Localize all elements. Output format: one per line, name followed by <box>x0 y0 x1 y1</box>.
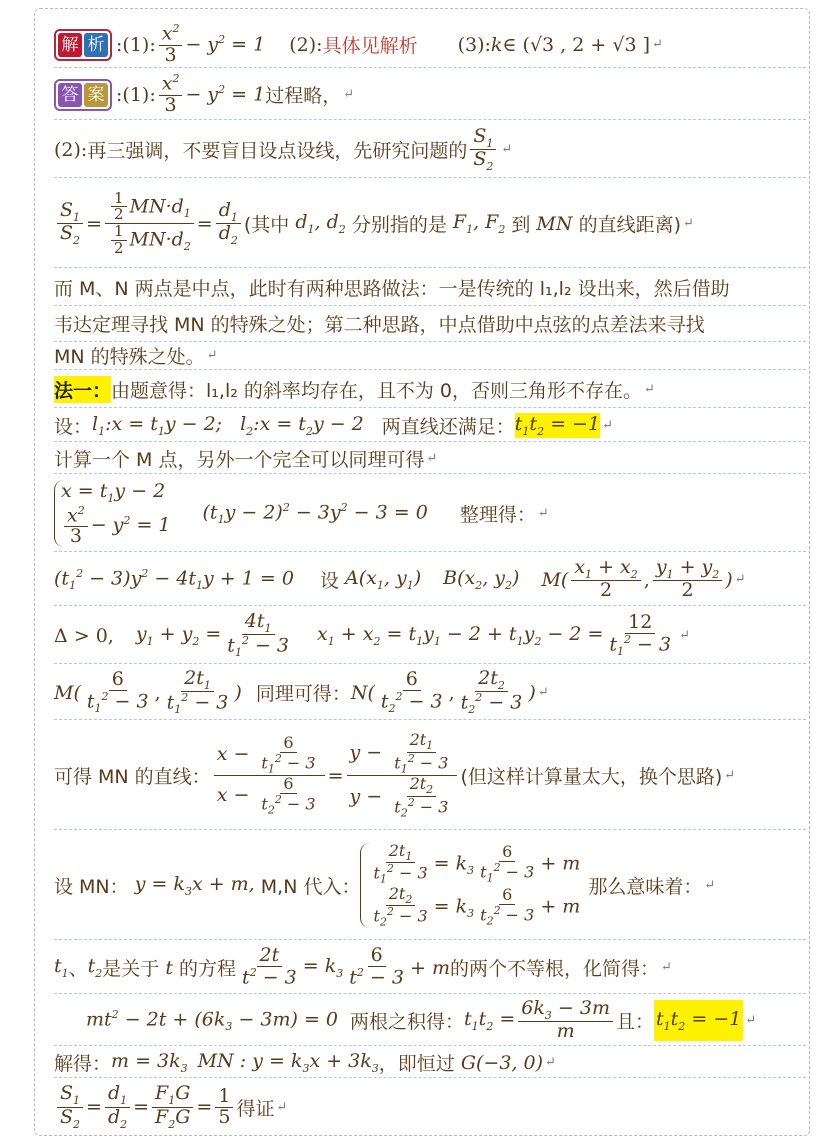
analysis-badge: 解 析 <box>54 29 112 61</box>
method-1-label: 法一： <box>54 376 111 403</box>
line-9: 设： $l_1:x = t_1y - 2$; $l_2:x = t_2y - 2$ 两直线还满足： $t_1t_2 = -1$ ↵ <box>54 410 806 442</box>
answer-badge: 答 案 <box>54 79 112 111</box>
product-highlight-2: $t_1t_2 = -1$ <box>654 1000 743 1041</box>
line-17: $t_1$ 、 $t_2$ 是关于 t 的方程 $\frac{2t}{t^2 - 3}$ = $k_3$ $\frac{6}{t^2 - 3}$ + m 的两个不等根，化简得： ↵ <box>54 942 806 994</box>
part2-analysis: 具体见解析 <box>322 35 418 57</box>
line-15: 可得 MN 的直线： x − $\frac{6}{t_1^2 - 3}$ x − $\frac{6}{t_2^2 - 3}$ = y − $\frac{2t_1}{t_1^2 - 3}$ y − $\frac{2t_2}{t_2^2 - 3}$ (但这样计算量太大，换个思路) ↵ <box>54 722 806 830</box>
line-12: $(t_1^2 - 3)y^2 - 4t_1y + 1 = 0$ 设 $A(x_1$, $y_1$) $B(x_2$, $y_2$) M( $\frac{x_1 + x_2}{2}$ , $\frac{y_1 + y_2}{2}$ ) ↵ <box>54 554 806 606</box>
line-20: $\frac{S_1}{S_2}$ = $\frac{d_1}{d_2}$ = $\frac{F_1G}{F_2G}$ = $\frac{1}{5}$ 得证 ↵ <box>54 1080 806 1134</box>
method-1-line: 法一： 由题意得：l₁,l₂ 的斜率均存在，且不为 0，否则三角形不存在。 ↵ <box>54 372 806 408</box>
line-4: $\frac{S_1}{S_2}$ = $\frac{1}{2}$ $MN\cdot d_1$ $\frac{1}{2}$ $MN\cdot d_2$ = $\frac{d_1}{d_2}$ (其中 $d_1$, $d_2$ 分别指的是 $F_1$, $F_2$ 到 MN 的直线距离) ↵ <box>54 180 806 268</box>
product-highlight: $t_1t_2 = -1$ <box>514 413 601 438</box>
line-5: 而 M、N 两点是中点，此时有两种思路做法：一是传统的 l₁,l₂ 设出来，然后借助 <box>54 270 806 306</box>
line-6: 韦达定理寻找 MN 的特殊之处；第二种思路，中点借助中点弦的点差法来寻找 <box>54 306 806 342</box>
line-19: 解得： $m = 3k_3$ MN : $y = k_3x + 3k_3$ ，即恒过 G(−3, 0) ↵ <box>54 1048 806 1078</box>
line-13: Δ > 0, $y_1 + y_2$ = $\frac{4t_1}{t_1^2 - 3}$ $x_1 + x_2 = t_1y_1 - 2 + t_1y_2 - 2$ = $\frac{12}{t_1^2 - 3}$ ↵ <box>54 608 806 664</box>
line-10: 计算一个 M 点，另外一个完全可以同理可得 ↵ <box>54 444 806 474</box>
line-14: M( $\frac{6}{t_1^2 - 3}$ , $\frac{2t_1}{t_1^2 - 3}$ ) 同理可得： N( $\frac{6}{t_2^2 - 3}$ , $\frac{2t_2}{t_2^2 - 3}$ ) ↵ <box>54 666 806 720</box>
line-3: (2): 再三强调，不要盲目设点设线，先研究问题的 $\frac{S_1}{S_2}$ ↵ <box>54 122 806 178</box>
line-18: $mt^2 - 2t + (6k_3 - 3m) = 0$ 两根之积得： $t_1t_2$ = $\frac{6k_3 - 3m}{m}$ 且： $t_1t_2 = -1$ ↵ <box>54 996 806 1046</box>
line-11: $x = t_1y - 2$ $\frac{x^2}{3}$ − $y^2 = 1$ $(t_1y - 2)^2 - 3y^2 - 3 = 0$ 整理得： ↵ <box>54 476 806 552</box>
answer-line: 答 案 :(1): $\frac{x^2}{3}$ − $y^2 = 1$ 过程略， ↵ <box>54 70 806 120</box>
analysis-line: 解 析 :(1): $\frac{x^2}{3}$ − $y^2 = 1$ (2): 具体见解析 (3): k ∈ (√3 , 2 + √3 ] ↵ <box>54 22 806 68</box>
line-16: 设 MN： $y = k_3x + m$, M,N 代入： $\frac{2t_1}{t_1^2 - 3}$ = $k_3$ $\frac{6}{t_1^2 - 3}$ + m $\frac{2t_2}{t_2^2 - 3}$ = $k_3$ $\frac{6}{t_2^2 - 3}$ + m 那么意味着： ↵ <box>54 832 806 940</box>
line-7: MN 的特殊之处。 ↵ <box>54 342 806 370</box>
